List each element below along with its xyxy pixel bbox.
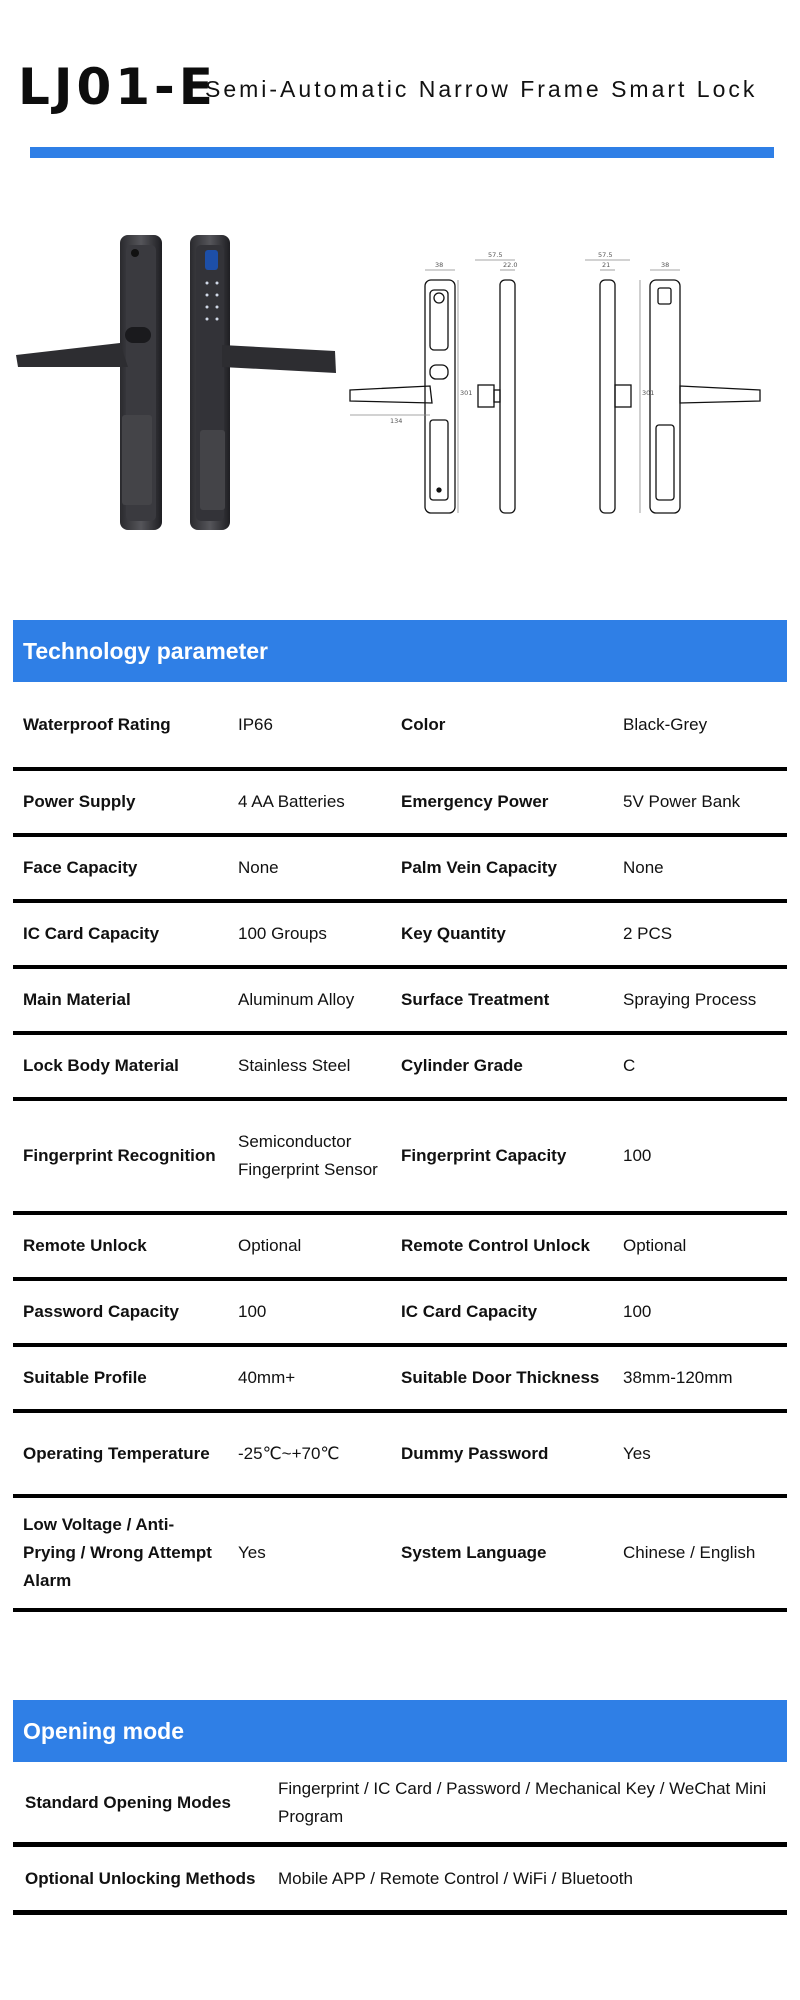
table-row [13,903,787,969]
dim-inner-back: 21 [602,261,611,269]
param-label: System Language [401,1543,547,1562]
param-value: Spraying Process [623,990,757,1009]
param-label: Emergency Power [401,792,549,811]
dim-depth-front: 57.5 [488,251,503,259]
modes-section-title: Opening mode [13,1700,787,1762]
param-label: Fingerprint Recognition [23,1146,216,1165]
lock-front-photo [190,235,336,530]
param-value: 100 [238,1302,267,1321]
param-value: 38mm-120mm [623,1368,733,1387]
param-value: 2 PCS [623,924,673,943]
param-value: Yes [238,1543,266,1562]
param-label: Waterproof Rating [23,715,171,734]
product-image [10,225,790,545]
page-header [0,52,800,122]
table-row [13,1847,787,1915]
param-label: IC Card Capacity [23,924,160,943]
product-subtitle: Semi-Automatic Narrow Frame Smart Lock [205,76,758,102]
param-value: C [623,1056,636,1075]
param-label: Remote Control Unlock [401,1236,590,1255]
param-value: Semiconductor Fingerprint Sensor [238,1132,378,1179]
param-value: None [623,858,664,877]
param-value: 100 [623,1302,652,1321]
param-label: Key Quantity [401,924,506,943]
dim-depth-back: 57.5 [598,251,613,259]
param-value: 100 [623,1146,652,1165]
table-row [13,1281,787,1347]
param-value: IP66 [238,715,273,734]
param-value: Optional [238,1236,302,1255]
table-row [13,1101,787,1215]
param-value: Optional [623,1236,687,1255]
table-row [13,969,787,1035]
mode-value: Fingerprint / IC Card / Password / Mechanical Key / WeChat Mini Program [278,1778,767,1826]
param-label: Face Capacity [23,858,138,877]
param-label: Surface Treatment [401,990,550,1009]
dim-height-back: 301 [642,389,655,397]
params-table [13,683,787,1612]
table-row [13,771,787,837]
table-row [13,837,787,903]
param-label: Operating Temperature [23,1443,210,1463]
param-label: IC Card Capacity [401,1302,538,1321]
param-value: None [238,858,279,877]
param-value: 100 Groups [238,924,327,943]
param-value: -25℃~+70℃ [238,1443,340,1463]
model-name: LJ01-E [18,58,217,116]
mode-value: Mobile APP / Remote Control / WiFi / Bluetooth [278,1868,633,1888]
param-label: Power Supply [23,792,136,811]
param-label: Password Capacity [23,1302,179,1321]
param-value: Aluminum Alloy [238,990,355,1009]
param-value: Stainless Steel [238,1056,351,1075]
param-label: Color [401,715,446,734]
param-value: Yes [623,1443,651,1463]
dim-width-back: 38 [661,261,670,269]
mode-label: Optional Unlocking Methods [25,1868,256,1888]
dim-height-front: 301 [460,389,473,397]
accent-divider [30,147,774,158]
param-label: Cylinder Grade [401,1056,523,1075]
table-row [13,1035,787,1101]
dim-inner-front: 22.0 [503,261,518,269]
modes-table [13,1763,787,1915]
dimension-drawing [350,280,760,513]
param-value: 40mm+ [238,1368,296,1387]
param-value: Black-Grey [623,715,708,734]
param-value: Chinese / English [623,1543,756,1562]
table-row [13,1763,787,1847]
param-label: Low Voltage / Anti-Prying / Wrong Attempt Alarm [23,1515,212,1590]
param-value: 4 AA Batteries [238,792,345,811]
param-label: Main Material [23,990,131,1009]
lock-back-photo [16,235,162,530]
param-label: Dummy Password [401,1443,549,1463]
params-section-title: Technology parameter [13,620,787,682]
dim-handle: 134 [390,417,403,425]
table-row [13,1347,787,1413]
param-label: Palm Vein Capacity [401,858,557,877]
param-label: Suitable Profile [23,1368,147,1387]
dim-width-front: 38 [435,261,444,269]
param-label: Lock Body Material [23,1056,179,1075]
param-label: Fingerprint Capacity [401,1146,567,1165]
table-row [13,1498,787,1612]
table-row [13,1215,787,1281]
param-label: Suitable Door Thickness [401,1368,600,1387]
param-value: 5V Power Bank [623,792,741,811]
param-label: Remote Unlock [23,1236,147,1255]
mode-label: Standard Opening Modes [25,1792,231,1812]
table-row [13,1413,787,1498]
table-row [13,683,787,771]
